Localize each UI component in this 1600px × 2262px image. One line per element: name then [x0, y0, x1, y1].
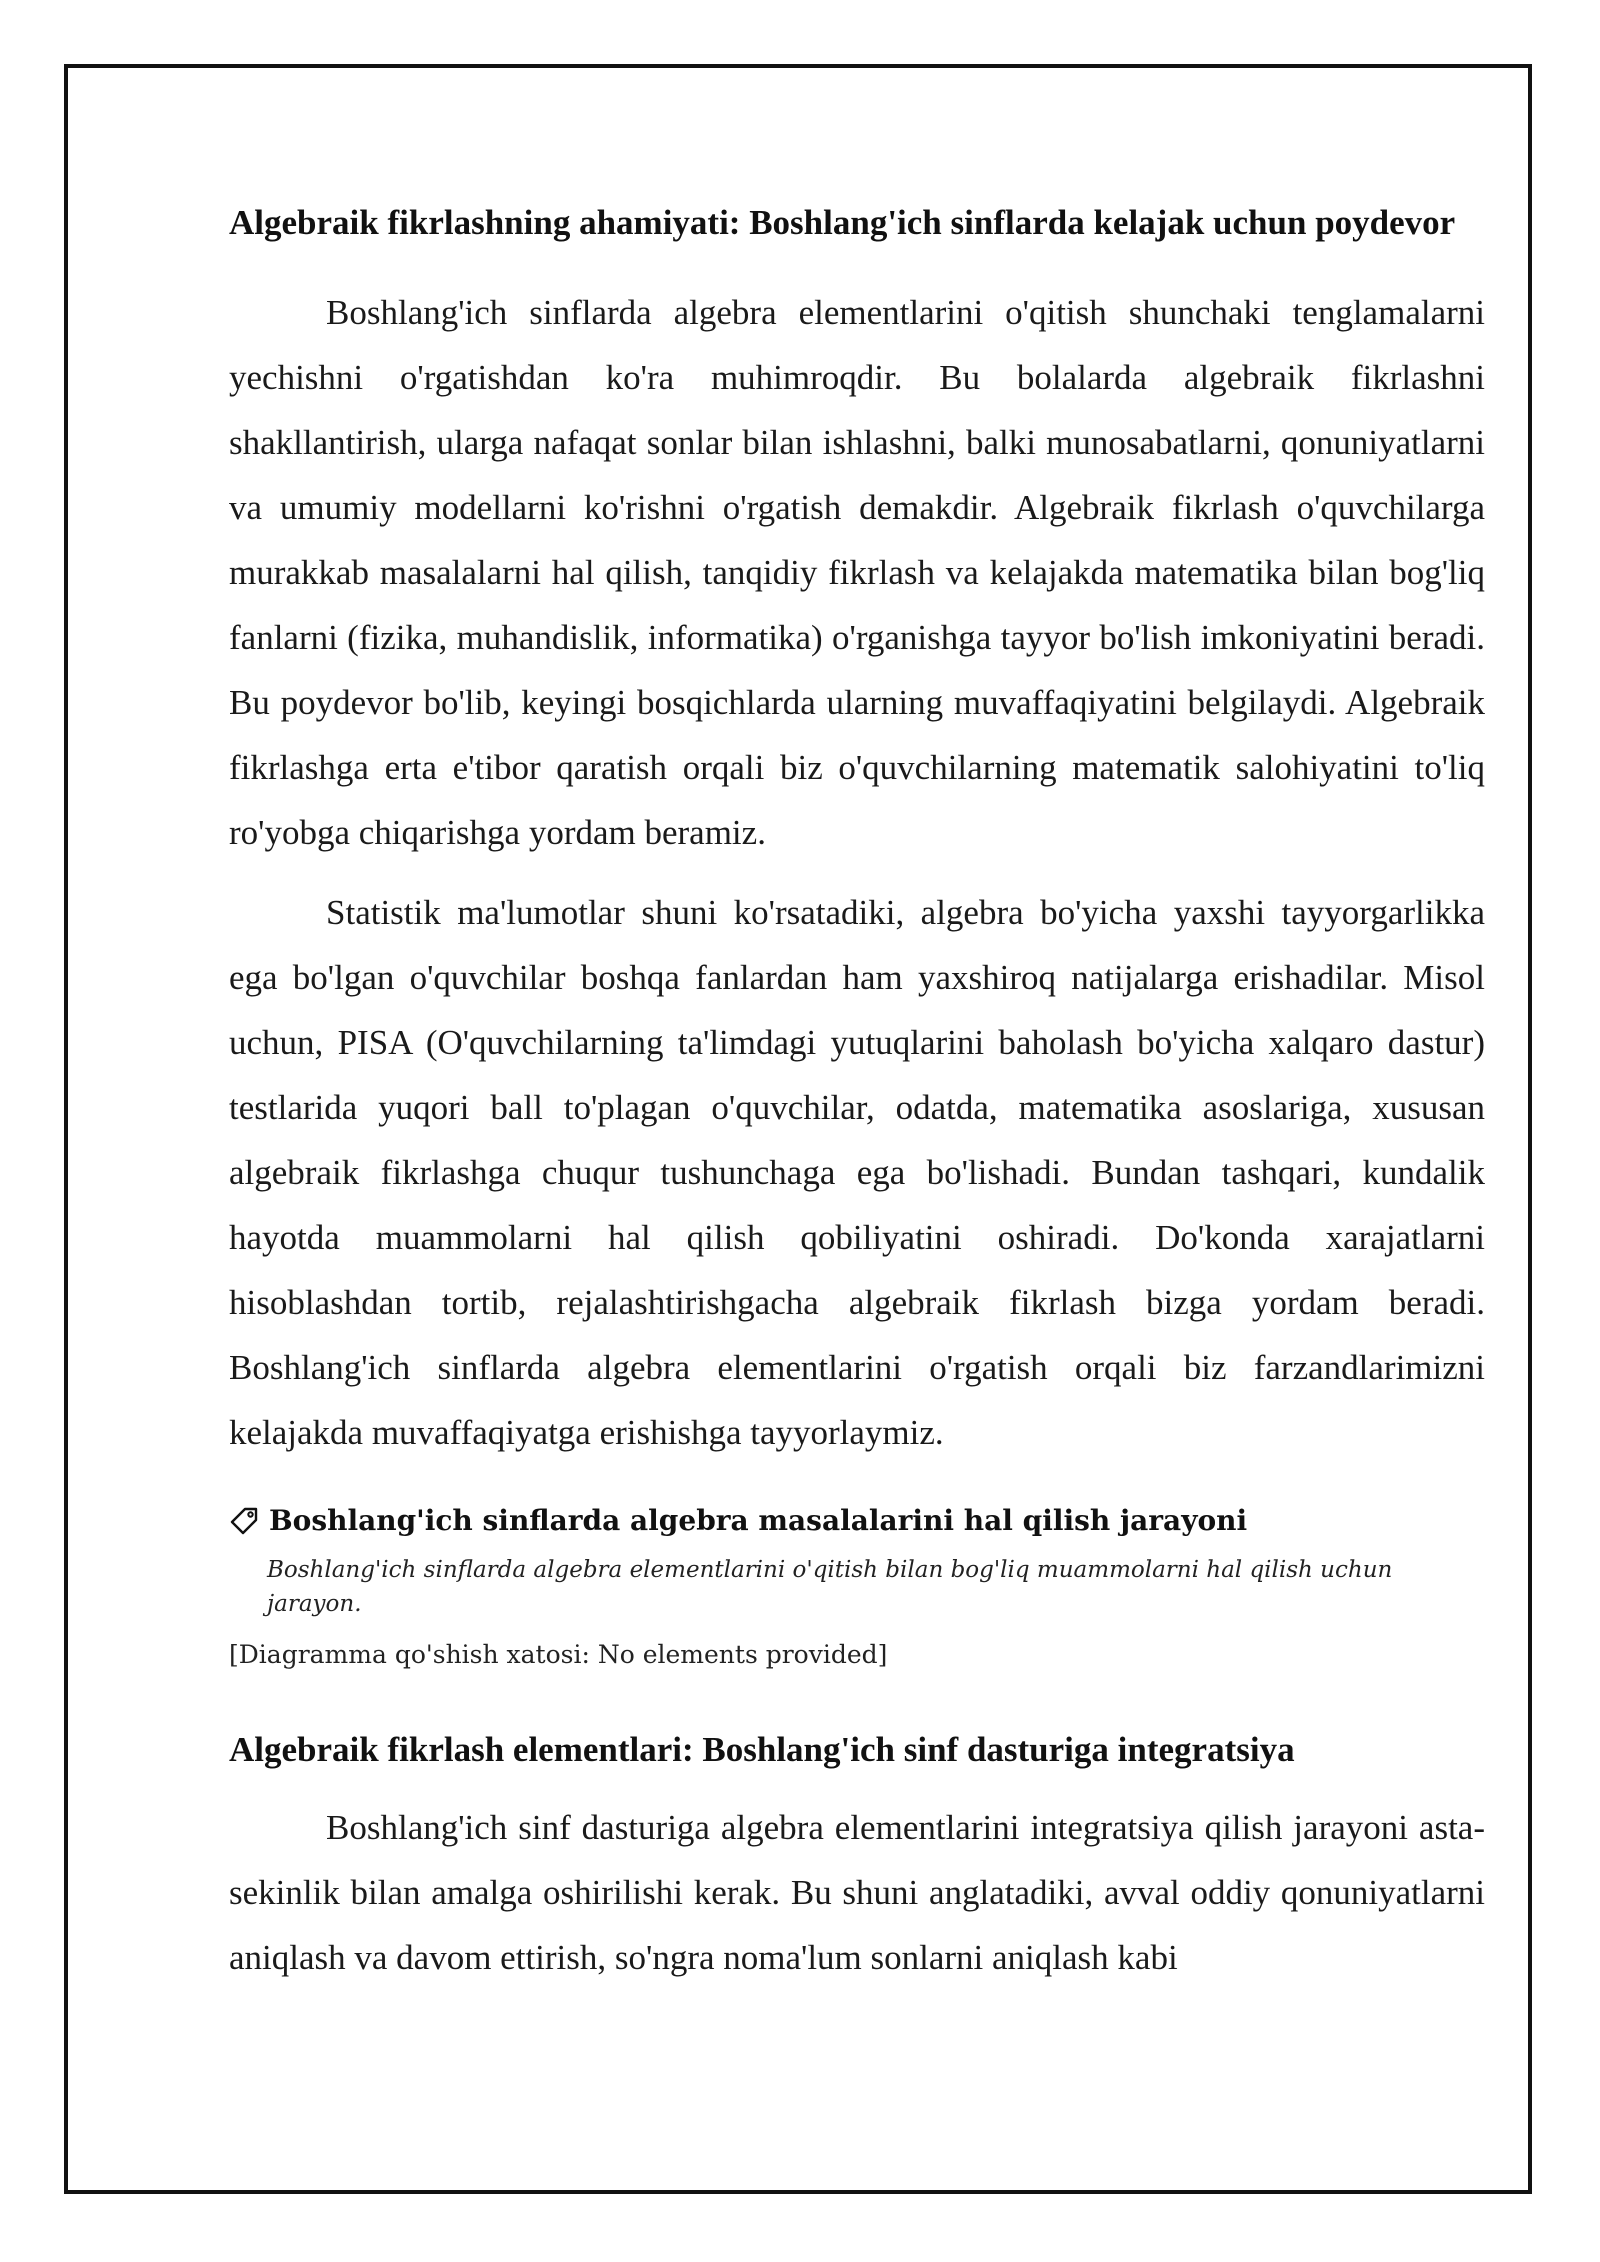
tag-icon — [229, 1506, 259, 1536]
document-body — [229, 198, 1485, 1990]
paragraph-statistics: Statistik ma'lumotlar shuni ko'rsatadiki, algebra bo'yicha yaxshi tayyorgarlikka ega bo'lgan o'quvchilar boshqa fanlardan ham yaxshiroq natijalarga erishadilar. Misol uchun, PISA (O'quvchilarning ta'limdagi yutuqlarini baholash bo'yicha xalqaro dastur) testlarida yuqori ball to'plagan o'quvchilar, odatda, matematika asoslariga, xususan algebraik fikrlashga chuqur tushunchaga ega bo'lishadi. Bundan tashqari, kundalik hayotda muammolarni hal qilish qobiliyatini oshiradi. Do'konda xarajatlarni hisoblashdan tortib, rejalashtirishgacha algebraik fikrlash bizga yordam beradi. Boshlang'ich sinflarda algebra elementlarini o'rgatish orqali biz farzandlarimizni kelajakda muvaffaqiyatga erishishga tayyorlaymiz. — [229, 893, 1485, 1452]
diagram-caption: Boshlang'ich sinflarda algebra elementlarini o'qitish bilan bog'liq muammolarni hal qilish uchun jarayon. — [267, 1557, 1393, 1617]
paragraph-integration: Boshlang'ich sinf dasturiga algebra elementlarini integratsiya qilish jarayoni asta-sekinlik bilan amalga oshirilishi kerak. Bu shuni anglatadiki, avval oddiy qonuniyatlarni aniqlash va davom ettirish, so'ngra noma'lum sonlarni aniqlash kabi — [229, 1808, 1485, 1977]
section-heading-integration: Algebraik fikrlash elementlari: Boshlang'ich sinf dasturiga integratsiya — [229, 1730, 1295, 1769]
diagram-block — [229, 1501, 1485, 1673]
paragraph-importance: Boshlang'ich sinflarda algebra elementlarini o'qitish shunchaki tenglamalarni yechishni o'rgatishdan ko'ra muhimroqdir. Bu bolalarda algebraik fikrlashni shakllantirish, ularga nafaqat sonlar bilan ishlashni, balki munosabatlarni, qonuniyatlarni va umumiy modellarni ko'rishni o'rgatish demakdir. Algebraik fikrlash o'quvchilarga murakkab masalalarni hal qilish, tanqidiy fikrlash va kelajakda matematika bilan bog'liq fanlarni (fizika, muhandislik, informatika) o'rganishga tayyor bo'lish imkoniyatini beradi. Bu poydevor bo'lib, keyingi bosqichlarda ularning muvaffaqiyatini belgilaydi. Algebraik fikrlashga erta e'tibor qaratish orqali biz o'quvchilarning matematik salohiyatini to'liq ro'yobga chiqarishga yordam beramiz. — [229, 293, 1485, 852]
diagram-error-message: [Diagramma qo'shish xatosi: No elements provided] — [229, 1640, 888, 1669]
diagram-title-row — [229, 1501, 1485, 1541]
section-heading-importance: Algebraik fikrlashning ahamiyati: Boshlang'ich sinflarda kelajak uchun poydevor — [229, 203, 1456, 242]
diagram-title: Boshlang'ich sinflarda algebra masalalarini hal qilish jarayoni — [269, 1504, 1248, 1537]
